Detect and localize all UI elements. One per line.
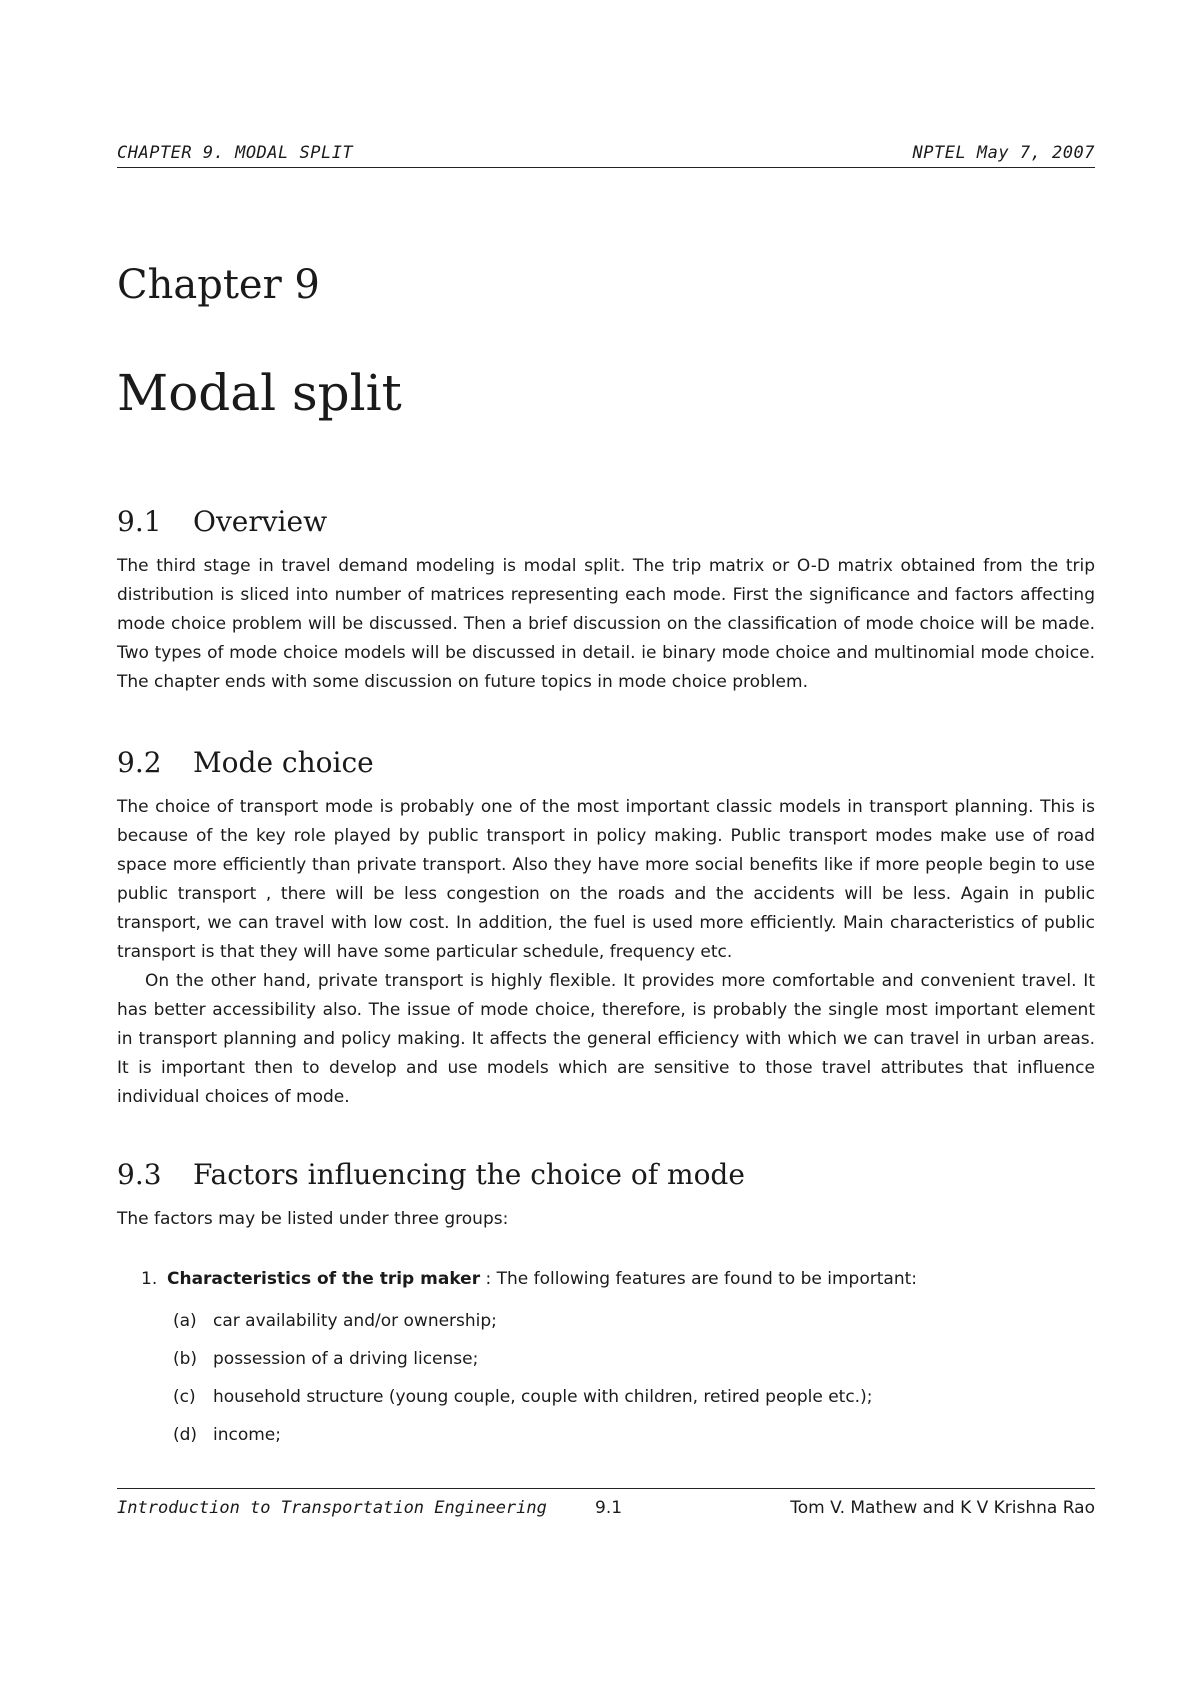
paragraph: The third stage in travel demand modeling is modal split. The trip matrix or O-D matrix obtained from the trip distribution is sliced into number of matrices representing each mode. First the significance and factors affecting mode choice problem will be discussed. Then a brief discussion on the classification of mode choice will be made. Two types of mode choice models will be discussed in detail. ie binary mode choice and multinomial mode choice. The chapter ends with some discussion on future topics in mode choice problem.	[117, 556, 1095, 692]
section-title: Overview	[193, 505, 328, 538]
paragraph: The choice of transport mode is probably one of the most important classic models in transport planning. This is because of the key role played by public transport in policy making. Public transport modes make use of road space more efficiently than private transport. Also they have more social benefits like if more people begin to use public transport , there will be less congestion on the roads and the accidents will be less. Again in public transport, we can travel with low cost. In addition, the fuel is used more efficiently. Main characteristics of public transport is that they will have some particular schedule, frequency etc.	[117, 797, 1095, 962]
sublist-item-text: household structure (young couple, couple with children, retired people etc.);	[213, 1387, 873, 1407]
running-footer	[117, 1488, 1095, 1519]
list-item-heading: Characteristics of the trip maker	[167, 1269, 481, 1289]
sublist-item-label: (b)	[173, 1349, 198, 1369]
section-intro: The factors may be listed under three groups:	[117, 1209, 509, 1229]
chapter-title: Modal split	[117, 364, 402, 422]
section-heading	[117, 1158, 1095, 1191]
section-number: 9.3	[117, 1158, 162, 1191]
sublist-item	[117, 1420, 1095, 1458]
sublist-item	[117, 1382, 1095, 1420]
section-overview	[117, 505, 1095, 697]
header-chapter-title: CHAPTER 9. MODAL SPLIT	[117, 143, 354, 163]
page-number: 9.1	[595, 1498, 623, 1518]
section-number: 9.1	[117, 505, 162, 538]
factor-list	[117, 1264, 1095, 1458]
paragraph: On the other hand, private transport is highly flexible. It provides more comfortable and convenient travel. It has better accessibility also. The issue of mode choice, therefore, is probably the single most important element in transport planning and policy making. It affects the general efficiency with which we can travel in urban areas. It is important then to develop and use models which are sensitive to those travel attributes that influence individual choices of mode.	[117, 971, 1095, 1107]
sublist-item	[117, 1344, 1095, 1382]
sublist-item-label: (a)	[173, 1311, 197, 1331]
sublist-item-label: (c)	[173, 1387, 196, 1407]
section-title: Factors influencing the choice of mode	[193, 1158, 745, 1191]
section-heading	[117, 746, 1095, 779]
section-heading	[117, 505, 1095, 538]
document-page	[117, 0, 1095, 1698]
section-title: Mode choice	[193, 746, 374, 779]
list-item	[117, 1264, 1095, 1294]
section-mode-choice	[117, 746, 1095, 1112]
sublist-item	[117, 1306, 1095, 1344]
sublist-item-text: car availability and/or ownership;	[213, 1311, 497, 1331]
footer-course-title: Introduction to Transportation Engineering	[117, 1498, 547, 1518]
list-item-text: : The following features are found to be important:	[480, 1269, 917, 1289]
section-factors	[117, 1158, 1095, 1234]
sublist-item-text: possession of a driving license;	[213, 1349, 479, 1369]
running-header	[117, 143, 1095, 168]
section-number: 9.2	[117, 746, 162, 779]
header-source-date: NPTEL May 7, 2007	[912, 143, 1095, 163]
list-item-number: 1.	[141, 1269, 158, 1289]
sublist-item-text: income;	[213, 1425, 281, 1445]
sublist-item-label: (d)	[173, 1425, 198, 1445]
sublist	[117, 1306, 1095, 1458]
footer-authors: Tom V. Mathew and K V Krishna Rao	[790, 1498, 1095, 1518]
chapter-label: Chapter 9	[117, 262, 320, 308]
